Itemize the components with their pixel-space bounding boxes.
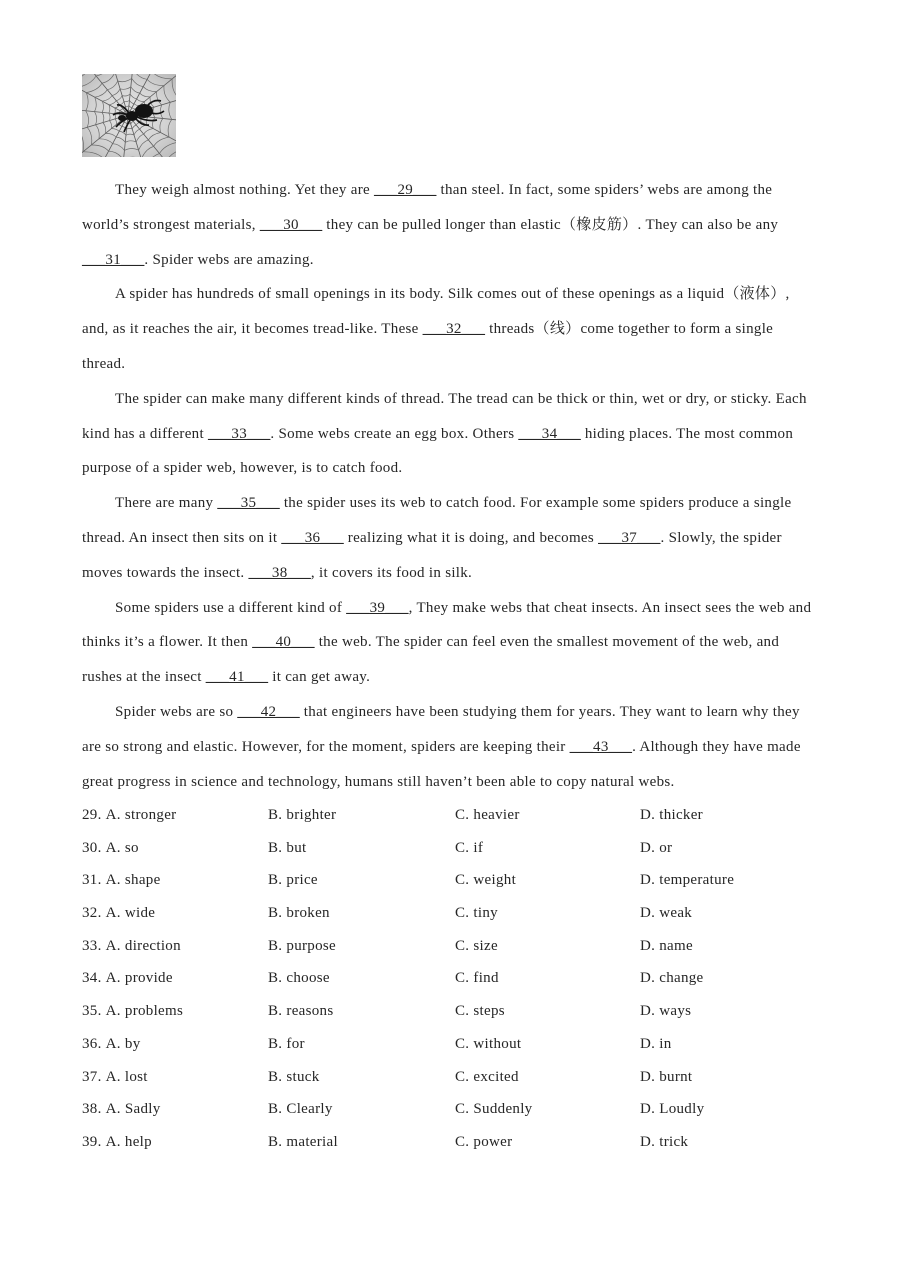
option-a: A. lost — [105, 1068, 148, 1085]
question-number: 37. — [82, 1068, 102, 1085]
text-run: rushes at the insect — [82, 669, 206, 686]
passage-line — [82, 625, 862, 660]
question-row — [82, 1061, 842, 1094]
text-run: realizing what it is doing, and becomes — [343, 529, 599, 546]
text-run: the spider uses its web to catch food. For example some spiders produce a single — [279, 495, 792, 512]
text-run: great progress in science and technology, humans still haven’t been able to copy natural webs. — [82, 773, 675, 790]
answer-blank: ___30___ — [259, 216, 323, 233]
option-b: B. price — [268, 872, 318, 889]
option-cell — [268, 897, 455, 930]
text-run: kind has a different — [82, 425, 208, 442]
option-cell — [82, 897, 268, 930]
option-d: D. ways — [640, 1003, 692, 1020]
text-run: , They make webs that cheat insects. An insect sees the web and — [408, 599, 812, 616]
option-cell — [640, 799, 842, 832]
text-run: thread. An insect then sits on it — [82, 529, 282, 546]
option-b: B. for — [268, 1035, 305, 1052]
text-run: moves towards the insect. — [82, 564, 249, 581]
option-b: B. stuck — [268, 1068, 320, 1085]
spider-web-image — [82, 74, 176, 157]
option-cell — [268, 799, 455, 832]
answer-blank: ___39___ — [346, 599, 409, 616]
option-c: C. heavier — [455, 807, 520, 823]
answer-blank: ___32___ — [422, 321, 486, 338]
passage-line — [82, 521, 862, 556]
option-cell — [455, 1093, 640, 1126]
option-cell — [455, 1028, 640, 1061]
passage-line — [82, 347, 862, 382]
option-cell — [455, 995, 640, 1028]
option-cell — [640, 1093, 842, 1126]
option-a: A. help — [105, 1133, 152, 1150]
option-cell — [455, 832, 640, 865]
option-a: A. stronger — [105, 807, 177, 823]
passage-line — [82, 765, 862, 800]
option-cell — [82, 930, 268, 963]
question-number: 36. — [82, 1035, 102, 1052]
option-b: B. but — [268, 839, 307, 856]
question-row — [82, 832, 842, 865]
text-run: There are many — [115, 495, 218, 512]
passage-line — [82, 312, 862, 347]
passage-line — [82, 417, 862, 452]
option-cell — [82, 832, 268, 865]
option-cell — [268, 832, 455, 865]
text-run: Some spiders use a different kind of — [115, 599, 347, 616]
paragraph-5 — [82, 591, 862, 695]
answer-blank: ___38___ — [248, 564, 311, 581]
option-cell — [455, 897, 640, 930]
text-run: thinks it’s a flower. It then — [82, 634, 253, 651]
option-cell — [82, 995, 268, 1028]
options-list — [82, 799, 842, 1159]
option-c: C. if — [455, 839, 484, 856]
option-d: D. temperature — [640, 872, 735, 889]
option-cell — [268, 864, 455, 897]
text-run: are so strong and elastic. However, for the moment, spiders are keeping their — [82, 738, 570, 755]
option-d: D. or — [640, 839, 673, 856]
option-c: C. Suddenly — [455, 1101, 533, 1118]
text-run: world’s strongest materials, — [82, 216, 260, 233]
question-row — [82, 897, 842, 930]
paragraph-4 — [82, 486, 862, 590]
question-row — [82, 1093, 842, 1126]
option-cell — [268, 1061, 455, 1094]
paragraph-2 — [82, 277, 862, 381]
text-run: A spider has hundreds of small openings in its body. Silk comes out of these openings as a liquid（液体）, — [115, 286, 790, 303]
option-cell — [455, 864, 640, 897]
option-d: D. name — [640, 937, 693, 954]
option-cell — [455, 962, 640, 995]
option-a: A. so — [105, 839, 139, 856]
question-row — [82, 1126, 842, 1159]
option-cell — [640, 962, 842, 995]
option-a: A. problems — [105, 1003, 184, 1020]
option-d: D. burnt — [640, 1068, 693, 1085]
option-b: B. Clearly — [268, 1101, 333, 1118]
text-run: Spider webs are so — [115, 703, 238, 720]
question-number: 34. — [82, 970, 102, 987]
answer-blank: ___31___ — [82, 251, 145, 268]
option-cell — [268, 930, 455, 963]
option-cell — [268, 1028, 455, 1061]
passage-line — [82, 208, 862, 243]
answer-blank: ___29___ — [374, 182, 437, 198]
text-run: . Although they have made — [632, 738, 801, 755]
text-run: and, as it reaches the air, it becomes tread-like. These — [82, 321, 423, 338]
option-cell — [268, 1093, 455, 1126]
option-cell — [82, 799, 268, 832]
passage — [82, 173, 862, 799]
option-d: D. trick — [640, 1133, 689, 1150]
option-cell — [640, 1061, 842, 1094]
paragraph-1 — [82, 173, 862, 277]
option-cell — [82, 864, 268, 897]
option-c: C. without — [455, 1035, 522, 1052]
option-a: A. wide — [105, 905, 156, 922]
option-cell — [82, 1126, 268, 1159]
question-number: 30. — [82, 839, 102, 856]
option-c: C. weight — [455, 872, 517, 889]
option-d: D. Loudly — [640, 1101, 705, 1118]
passage-line — [82, 382, 862, 417]
option-cell — [640, 1028, 842, 1061]
passage-line — [82, 173, 862, 208]
text-run: . Slowly, the spider — [660, 529, 782, 546]
question-number: 39. — [82, 1133, 102, 1150]
option-a: A. shape — [105, 872, 161, 889]
passage-line — [82, 486, 862, 521]
option-c: C. power — [455, 1133, 513, 1150]
text-run: the web. The spider can feel even the smallest movement of the web, and — [314, 634, 780, 651]
option-a: A. by — [105, 1035, 141, 1052]
answer-blank: ___34___ — [518, 425, 581, 442]
option-cell — [455, 1061, 640, 1094]
answer-blank: ___41___ — [205, 669, 269, 686]
text-run: . Some webs create an egg box. Others — [270, 425, 519, 442]
option-cell — [82, 1093, 268, 1126]
text-run: hiding places. The most common — [580, 425, 794, 442]
text-run: it can get away. — [268, 669, 371, 686]
text-run: . Spider webs are amazing. — [144, 251, 314, 268]
option-cell — [82, 1061, 268, 1094]
paragraph-6 — [82, 695, 862, 799]
option-a: A. direction — [105, 937, 181, 954]
text-run: than steel. In fact, some spiders’ webs are among the — [436, 182, 773, 198]
option-d: D. change — [640, 970, 704, 987]
question-number: 31. — [82, 872, 102, 889]
text-run: purpose of a spider web, however, is to catch food. — [82, 460, 403, 477]
answer-blank: ___33___ — [208, 425, 271, 442]
option-b: B. material — [268, 1133, 338, 1150]
option-b: B. purpose — [268, 937, 336, 954]
option-b: B. choose — [268, 970, 330, 987]
answer-blank: ___37___ — [598, 529, 661, 546]
option-d: D. in — [640, 1035, 672, 1052]
option-c: C. steps — [455, 1003, 505, 1020]
option-cell — [268, 995, 455, 1028]
passage-line — [82, 660, 862, 695]
answer-blank: ___43___ — [569, 738, 633, 755]
option-cell — [640, 930, 842, 963]
paragraph-3 — [82, 382, 862, 486]
option-c: C. tiny — [455, 905, 498, 922]
passage-line — [82, 451, 862, 486]
option-cell — [268, 962, 455, 995]
answer-blank: ___35___ — [217, 495, 280, 512]
option-cell — [640, 995, 842, 1028]
option-c: C. find — [455, 970, 499, 987]
text-run: , it covers its food in silk. — [310, 564, 473, 581]
option-b: B. reasons — [268, 1003, 334, 1020]
option-b: B. brighter — [268, 807, 337, 823]
question-row — [82, 1028, 842, 1061]
option-a: A. provide — [105, 970, 173, 987]
answer-blank: ___40___ — [252, 634, 315, 651]
passage-line — [82, 556, 862, 591]
passage-line — [82, 243, 862, 278]
option-cell — [455, 799, 640, 832]
question-row — [82, 962, 842, 995]
text-run: thread. — [82, 355, 126, 372]
option-d: D. thicker — [640, 807, 703, 823]
passage-line — [82, 730, 862, 765]
option-b: B. broken — [268, 905, 330, 922]
question-row — [82, 995, 842, 1028]
option-c: C. excited — [455, 1068, 519, 1085]
question-number: 33. — [82, 937, 102, 954]
text-run: They weigh almost nothing. Yet they are — [115, 182, 375, 198]
question-number: 32. — [82, 905, 102, 922]
option-d: D. weak — [640, 905, 693, 922]
question-row — [82, 864, 842, 897]
option-cell — [640, 832, 842, 865]
text-run: they can be pulled longer than elastic（橡皮筋）. They can also be any — [322, 216, 779, 233]
question-number: 29. — [82, 807, 102, 823]
question-row — [82, 930, 842, 963]
option-cell — [455, 1126, 640, 1159]
option-cell — [640, 864, 842, 897]
passage-line — [82, 695, 862, 730]
answer-blank: ___36___ — [281, 529, 344, 546]
option-cell — [640, 1126, 842, 1159]
question-number: 35. — [82, 1003, 102, 1020]
question-row — [82, 799, 842, 832]
answer-blank: ___42___ — [237, 703, 300, 720]
option-cell — [268, 1126, 455, 1159]
option-cell — [82, 1028, 268, 1061]
passage-line — [82, 591, 862, 626]
option-a: A. Sadly — [105, 1101, 161, 1118]
question-number: 38. — [82, 1101, 102, 1118]
text-run: The spider can make many different kinds of thread. The tread can be thick or thin, wet or dry, or sticky. Each — [115, 390, 807, 407]
option-cell — [640, 897, 842, 930]
option-c: C. size — [455, 937, 498, 954]
passage-line — [82, 277, 862, 312]
option-cell — [82, 962, 268, 995]
option-cell — [455, 930, 640, 963]
text-run: threads（线）come together to form a single — [485, 321, 774, 338]
text-run: that engineers have been studying them for years. They want to learn why they — [299, 703, 800, 720]
